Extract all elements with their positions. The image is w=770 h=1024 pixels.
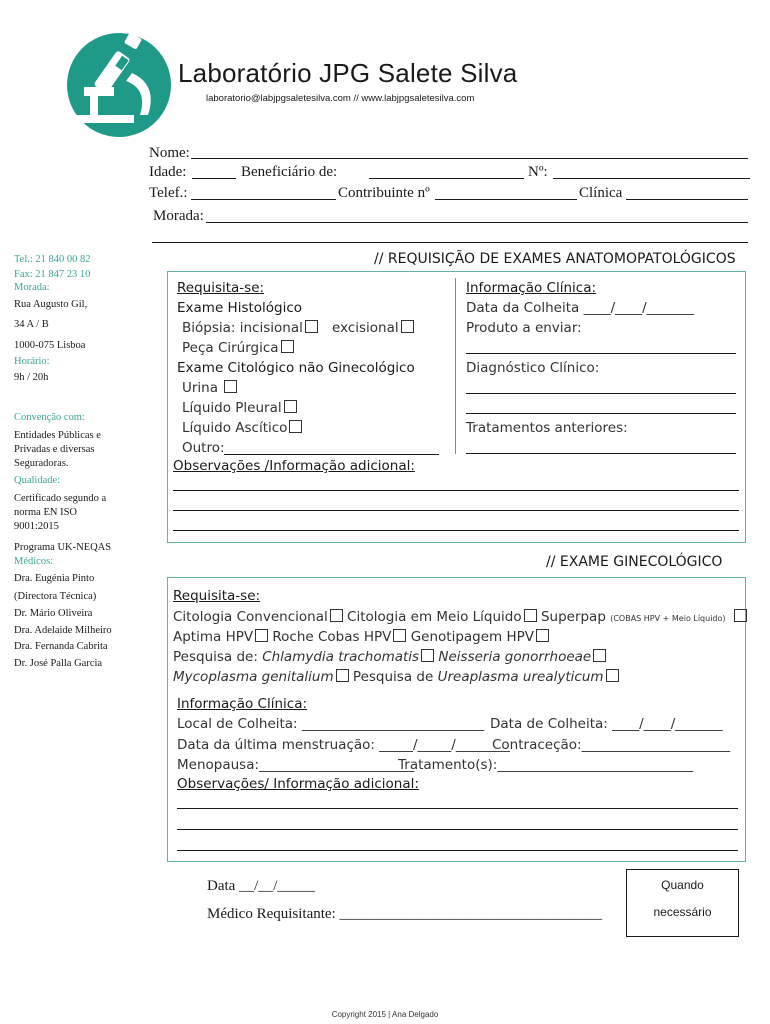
chlamydia-checkbox[interactable] <box>421 649 434 662</box>
aptima-label: Aptima HPV <box>173 629 254 645</box>
field-telef-label: Telef.: <box>149 185 188 201</box>
field-contribuinte-label: Contribuinte nº <box>338 185 430 201</box>
tratamentos-label: Tratamentos anteriores: <box>466 420 628 436</box>
signature-date[interactable]: Data __/__/_____ <box>207 878 315 894</box>
menstruacao-field: Data da última menstruação: _____/_____/________ <box>177 737 510 753</box>
anatomo-heading: // REQUISIÇÃO DE EXAMES ANATOMOPATOLÓGICOS <box>374 251 736 267</box>
neisseria-label: Neisseria gonorrhoeae <box>438 649 592 665</box>
ascitico-checkbox[interactable] <box>289 420 302 433</box>
sidebar-horario: 9h / 20h <box>14 372 49 383</box>
field-idade-line[interactable] <box>192 178 236 179</box>
field-clinica-line[interactable] <box>626 199 748 200</box>
mycoplasma-label: Mycoplasma genitalium <box>173 669 334 685</box>
sidebar-qualidade: Certificado segundo a norma EN ISO 9001:2015 <box>14 493 107 532</box>
field-beneficiario-line[interactable] <box>369 178 524 179</box>
observacoes-line[interactable] <box>173 490 739 491</box>
exame-citologico: Exame Citológico não Ginecológico <box>177 360 415 376</box>
pesquisa-de-label: Pesquisa de: <box>173 649 258 665</box>
sidebar-medico: (Directora Técnica) <box>14 591 97 602</box>
field-morada-label: Morada: <box>153 208 204 224</box>
ureaplasma-checkbox[interactable] <box>606 669 619 682</box>
tratamento-field: Tratamento(s):_____________________________ <box>398 757 694 773</box>
sidebar-morada-label: Morada: <box>14 282 50 293</box>
lab-contact: laboratorio@labjpgsaletesilva.com // www.labjpgsaletesilva.com <box>206 93 475 104</box>
peca-checkbox[interactable] <box>281 340 294 353</box>
pesquisa-de-2-label: Pesquisa de <box>352 669 434 685</box>
urina-checkbox[interactable] <box>224 380 237 393</box>
gineco-info-clinica: Informação Clínica: <box>177 696 308 712</box>
lab-title: Laboratório JPG Salete Silva <box>178 58 518 88</box>
anatomo-info-clinica: Informação Clínica: <box>466 280 597 296</box>
excisional-option <box>332 320 414 336</box>
sidebar-tel: Tel.: 21 840 00 82 <box>14 254 91 265</box>
data-colheita-field: Data da Colheita ____/____/_______ <box>466 300 694 316</box>
gineco-heading: // EXAME GINECOLÓGICO <box>546 554 723 570</box>
contracecao-field: Contraceção:______________________ <box>492 737 731 753</box>
anatomo-divider <box>455 278 456 454</box>
sidebar-medico: Dr. Mário Oliveira <box>14 608 93 619</box>
genotipagem-checkbox[interactable] <box>536 629 549 642</box>
ascitico-label: Líquido Ascítico <box>182 420 288 436</box>
mycoplasma-checkbox[interactable] <box>336 669 349 682</box>
stamp-necessario: necessário <box>653 905 712 919</box>
field-morada-line[interactable] <box>206 222 748 223</box>
sidebar-address-2: 34 A / B <box>14 319 49 330</box>
sidebar-address-1: Rua Augusto Gil, <box>14 299 88 310</box>
sidebar-convencao-label: Convenção com: <box>14 412 85 423</box>
outro-line[interactable] <box>224 454 439 455</box>
sidebar-medico: Dra. Adelaide Milheiro <box>14 625 112 636</box>
sidebar-programa: Programa UK-NEQAS <box>14 542 112 553</box>
medico-requisitante[interactable]: Médico Requisitante: ___________________________________ <box>207 906 602 922</box>
biopsia-label: Biópsia: incisional <box>182 320 303 336</box>
gineco-observacoes-line[interactable] <box>177 850 738 851</box>
observacoes-line[interactable] <box>173 530 739 531</box>
neisseria-checkbox[interactable] <box>593 649 606 662</box>
superpap-label: Superpap <box>540 609 606 625</box>
superpap-note: (COBAS HPV + Meio Líquido) <box>610 614 726 623</box>
sidebar-convencao: Entidades Públicas e Privadas e diversas Seguradoras. <box>14 430 101 469</box>
gineco-observacoes-line[interactable] <box>177 829 738 830</box>
stamp-quando: Quando <box>661 878 704 892</box>
sidebar-medico: Dra. Eugénia Pinto <box>14 573 95 584</box>
diagnostico-line[interactable] <box>466 393 736 394</box>
sidebar-medicos-label: Médicos: <box>14 556 54 567</box>
sidebar-address-3: 1000-075 Lisboa <box>14 340 86 351</box>
laboratory-logo <box>60 33 178 137</box>
field-morada-line-2[interactable] <box>152 242 748 243</box>
exame-histologico: Exame Histológico <box>177 300 303 316</box>
biopsia-option <box>182 320 318 336</box>
ureaplasma-label: Ureaplasma urealyticum <box>437 669 604 685</box>
diagnostico-label: Diagnóstico Clínico: <box>466 360 600 376</box>
field-idade-label: Idade: <box>149 164 187 180</box>
sidebar-fax: Fax: 21 847 23 10 <box>14 269 91 280</box>
sidebar-medico: Dr. José Palla Garcia <box>14 658 103 669</box>
urina-label: Urina <box>182 380 219 396</box>
excisional-checkbox[interactable] <box>401 320 414 333</box>
outro-label: Outro: <box>182 440 225 456</box>
data-colheita-gineco-field: Data de Colheita: ____/____/_______ <box>490 716 723 732</box>
gineco-row-3 <box>173 649 606 665</box>
produto-label: Produto a enviar: <box>466 320 582 336</box>
observacoes-line[interactable] <box>173 510 739 511</box>
pleural-checkbox[interactable] <box>284 400 297 413</box>
sidebar-horario-label: Horário: <box>14 356 50 367</box>
citologia-meio-checkbox[interactable] <box>524 609 537 622</box>
peca-label: Peça Cirúrgica <box>182 340 279 356</box>
citologia-meio-label: Citologia em Meio Líquido <box>347 609 522 625</box>
tratamentos-line[interactable] <box>466 453 736 454</box>
field-numero-line[interactable] <box>553 178 750 179</box>
roche-checkbox[interactable] <box>393 629 406 642</box>
field-nome-line[interactable] <box>191 158 748 159</box>
excisional-label: excisional <box>332 320 399 336</box>
sidebar-qualidade-label: Qualidade: <box>14 475 61 486</box>
biopsia-checkbox[interactable] <box>305 320 318 333</box>
pleural-label: Líquido Pleural <box>182 400 282 416</box>
sidebar-medico: Dra. Fernanda Cabrita <box>14 641 108 652</box>
aptima-checkbox[interactable] <box>255 629 268 642</box>
ascitico-option <box>182 420 302 436</box>
produto-line[interactable] <box>466 353 736 354</box>
field-clinica-label: Clínica <box>579 185 623 201</box>
gineco-observacoes-line[interactable] <box>177 808 738 809</box>
field-beneficiario-label: Beneficiário de: <box>241 164 338 180</box>
superpap-checkbox[interactable] <box>734 609 747 622</box>
citologia-conv-checkbox[interactable] <box>330 609 343 622</box>
field-numero-label: Nº: <box>528 164 548 180</box>
stamp-box <box>626 869 739 937</box>
field-contribuinte-line[interactable] <box>435 199 577 200</box>
pleural-option <box>182 400 297 416</box>
genotipagem-label: Genotipagem HPV <box>410 629 535 645</box>
gineco-row-1 <box>173 609 747 625</box>
anatomo-requisita: Requisita-se: <box>177 280 265 296</box>
citologia-conv-label: Citologia Convencional <box>173 609 328 625</box>
menopausa-field: Menopausa:_______________________ <box>177 757 415 773</box>
peca-option <box>182 340 294 356</box>
gineco-observacoes: Observações/ Informação adicional: <box>177 776 419 792</box>
field-telef-line[interactable] <box>191 199 336 200</box>
gineco-requisita: Requisita-se: <box>173 588 261 604</box>
urina-option <box>182 380 237 396</box>
anatomo-observacoes: Observações /Informação adicional: <box>173 458 415 474</box>
roche-label: Roche Cobas HPV <box>272 629 392 645</box>
diagnostico-line-2[interactable] <box>466 413 736 414</box>
local-colheita-field: Local de Colheita: ___________________________ <box>177 716 485 732</box>
field-nome-label: Nome: <box>149 145 190 161</box>
gineco-row-2 <box>173 629 549 645</box>
gineco-row-4 <box>173 669 619 685</box>
footer-copyright: Copyright 2015 | Ana Delgado <box>331 1010 439 1019</box>
chlamydia-label: Chlamydia trachomatis <box>262 649 420 665</box>
